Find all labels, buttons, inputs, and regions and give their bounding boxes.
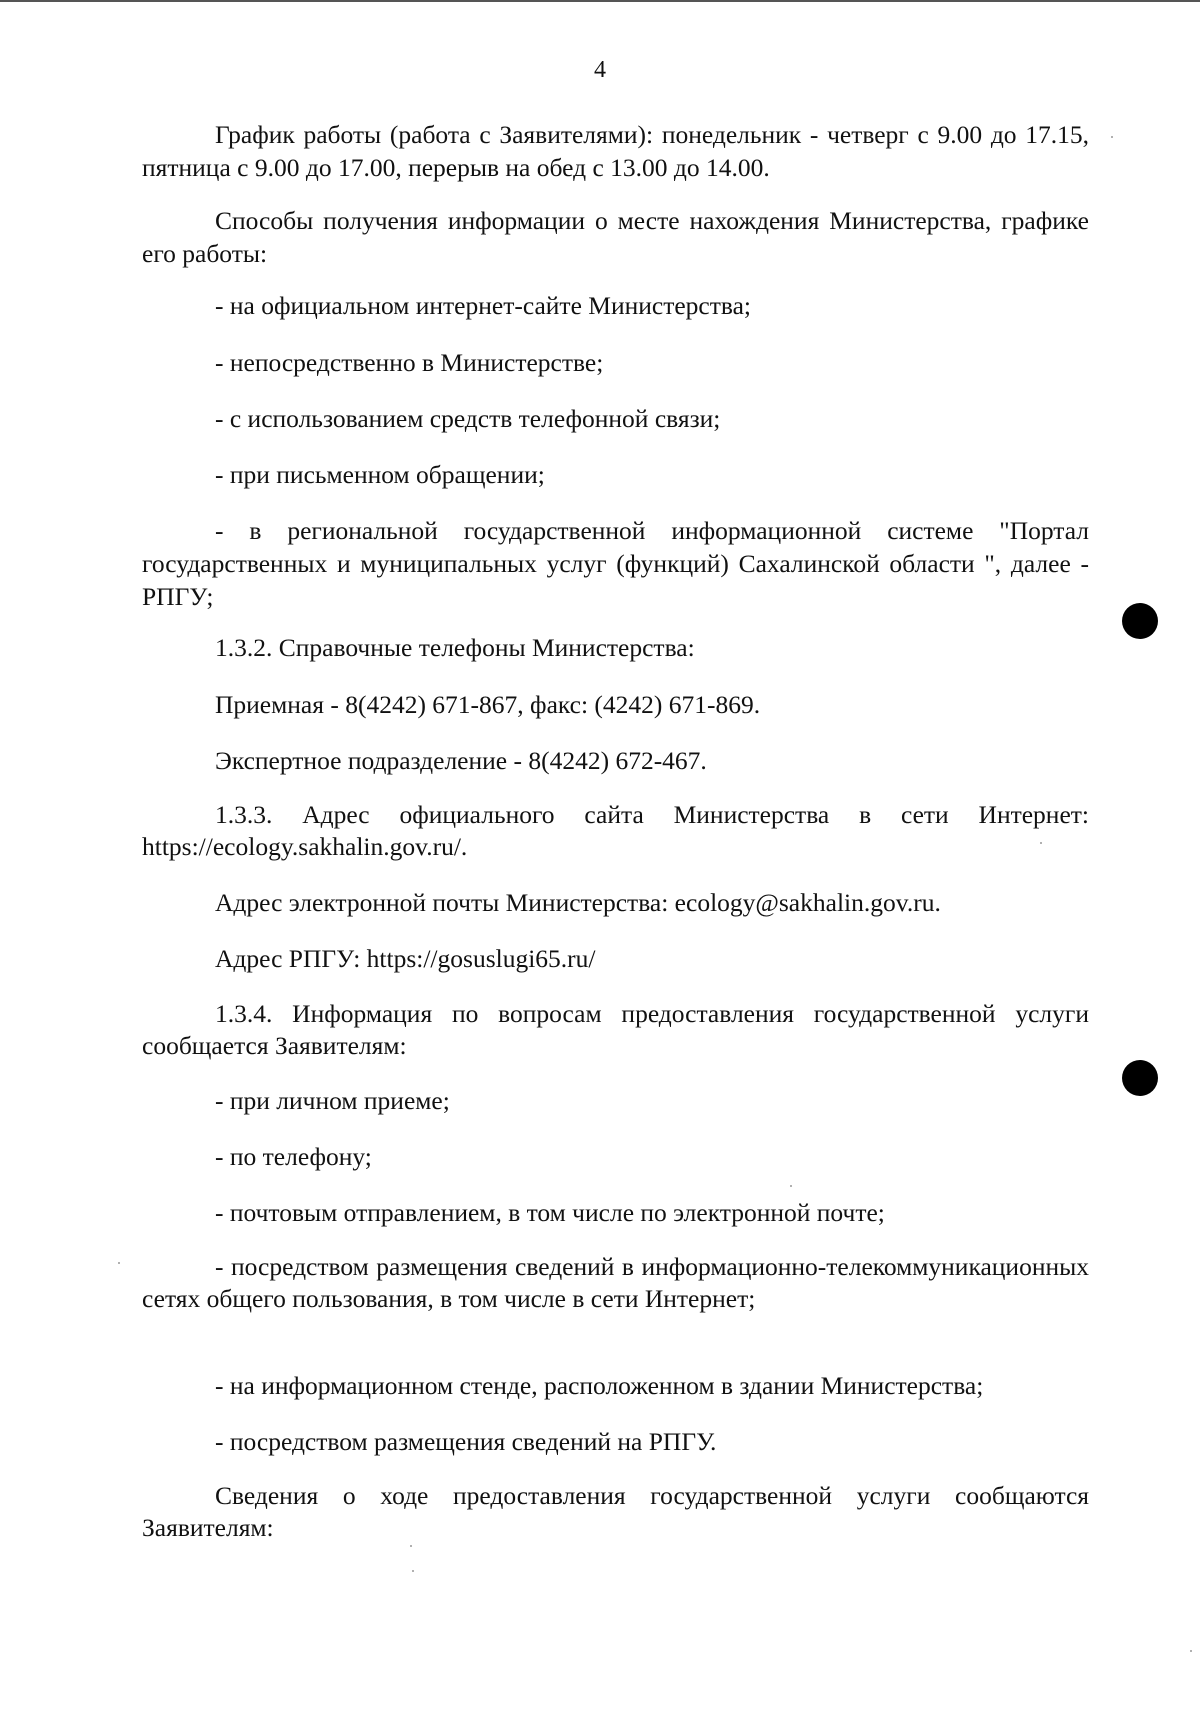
expert-division-phone-line: Экспертное подразделение - 8(4242) 672-467. <box>215 746 707 775</box>
scan-speck <box>1111 136 1113 138</box>
paragraph-regional-portal: - в региональной государственной информационной системе "Портал государственных и муниципальных услуг (функций) Сахалинской области ", далее - РПГУ; <box>142 516 1089 611</box>
scan-speck <box>1040 842 1042 844</box>
list-item-written-request: - при письменном обращении; <box>215 460 545 489</box>
list-item-personal-reception: - при личном приеме; <box>215 1086 450 1115</box>
page-number: 4 <box>594 57 606 83</box>
punch-hole-lower <box>1122 1060 1158 1096</box>
portal-address-line: Адрес РПГУ: https://gosuslugi65.ru/ <box>215 944 596 973</box>
scan-speck <box>118 1262 120 1264</box>
top-border-line <box>0 0 1200 2</box>
scan-speck <box>1190 1650 1192 1652</box>
heading-reference-phones: 1.3.2. Справочные телефоны Министерства: <box>215 633 695 662</box>
list-item-postal: - почтовым отправлением, в том числе по электронной почте; <box>215 1198 885 1227</box>
list-item-info-stand: - на информационном стенде, расположенном в здании Министерства; <box>215 1371 984 1400</box>
email-address-line: Адрес электронной почты Министерства: ecology@sakhalin.gov.ru. <box>215 888 941 917</box>
scan-speck <box>790 1185 792 1187</box>
list-item-telephone: - с использованием средств телефонной связи; <box>215 404 721 433</box>
list-item-by-phone: - по телефону; <box>215 1142 372 1171</box>
paragraph-telecom-networks: - посредством размещения сведений в информационно-телекоммуникационных сетях общего пользования, в том числе в сети Интернет; <box>142 1252 1089 1313</box>
scan-speck <box>412 1570 414 1572</box>
paragraph-info-provision: 1.3.4. Информация по вопросам предоставления государственной услуги сообщается Заявителям: <box>142 999 1089 1060</box>
paragraph-work-schedule: График работы (работа с Заявителями): понедельник - четверг с 9.00 до 17.15, пятница с 9.00 до 17.00, перерыв на обед с 13.00 до 14.00. <box>142 120 1089 182</box>
list-item-official-site: - на официальном интернет-сайте Министерства; <box>215 291 751 320</box>
list-item-in-ministry: - непосредственно в Министерстве; <box>215 348 604 377</box>
scan-speck <box>410 1545 412 1547</box>
punch-hole-upper <box>1122 603 1158 639</box>
reception-phone-line: Приемная - 8(4242) 671-867, факс: (4242) 671-869. <box>215 690 761 719</box>
paragraph-service-progress: Сведения о ходе предоставления государственной услуги сообщаются Заявителям: <box>142 1481 1089 1542</box>
paragraph-info-methods: Способы получения информации о месте нахождения Министерства, графике его работы: <box>142 206 1089 268</box>
paragraph-official-website: 1.3.3. Адрес официального сайта Министерства в сети Интернет: https://ecology.sakhalin.gov.ru/. <box>142 800 1089 861</box>
list-item-portal-publication: - посредством размещения сведений на РПГУ. <box>215 1427 717 1456</box>
